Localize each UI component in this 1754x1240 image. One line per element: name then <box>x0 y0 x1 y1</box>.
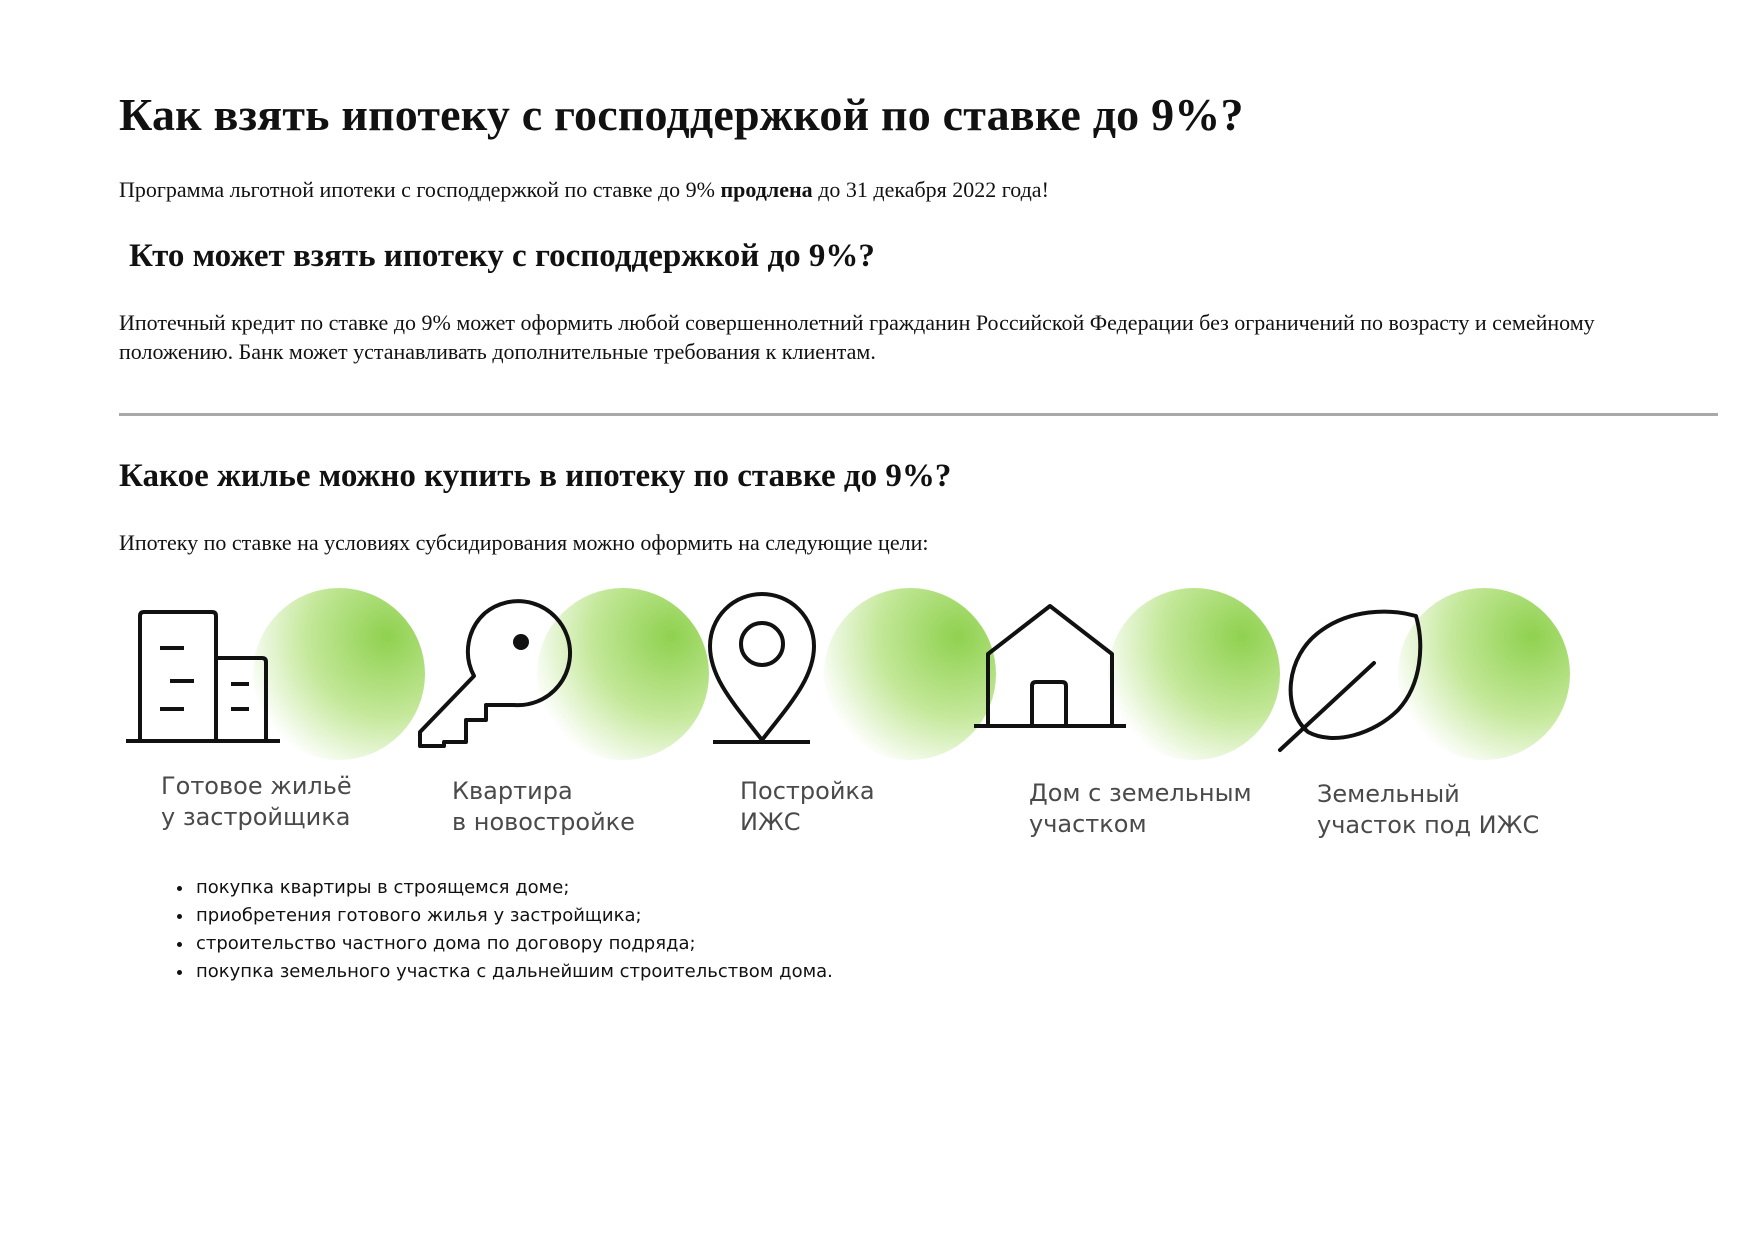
tile-label-izhs-construction: Постройка ИЖС <box>740 777 875 836</box>
page-title: Как взять ипотеку с господдержкой по ставке до 9%? <box>119 89 1244 140</box>
tile-label-ready-housing: Готовое жильё у застройщика <box>161 772 352 831</box>
intro-text-bold: продлена <box>720 177 813 202</box>
tile-label-land-for-izhs: Земельный участок под ИЖС <box>1317 780 1540 839</box>
tile-label-house-with-land: Дом с земельным участком <box>1029 779 1252 838</box>
section-divider <box>119 413 1718 416</box>
purposes-list <box>150 874 833 986</box>
list-item: • строительство частного дома по договору подряда; <box>194 930 833 958</box>
who-paragraph: Ипотечный кредит по ставке до 9% может оформить любой совершеннолетний гражданин Российской Федерации без ограничений по возрасту и семейному положению. Банк может устанавливать дополнительные требования к клиентам. <box>119 310 1595 364</box>
tile-label-new-apartment: Квартира в новостройке <box>452 777 635 836</box>
intro-text-before: Программа льготной ипотеки с господдержкой по ставке до 9% <box>119 177 721 202</box>
intro-text-after: до 31 декабря 2022 года! <box>812 177 1049 202</box>
who-heading: Кто может взять ипотеку с господдержкой до 9%? <box>129 238 875 274</box>
what-heading: Какое жилье можно купить в ипотеку по ставке до 9%? <box>119 458 952 494</box>
intro-paragraph <box>119 177 1049 203</box>
list-item: • покупка земельного участка с дальнейшим строительством дома. <box>194 958 833 986</box>
list-item: • приобретения готового жилья у застройщика; <box>194 902 833 930</box>
list-item: • покупка квартиры в строящемся доме; <box>194 874 833 902</box>
what-paragraph: Ипотеку по ставке на условиях субсидирования можно оформить на следующие цели: <box>119 530 929 555</box>
